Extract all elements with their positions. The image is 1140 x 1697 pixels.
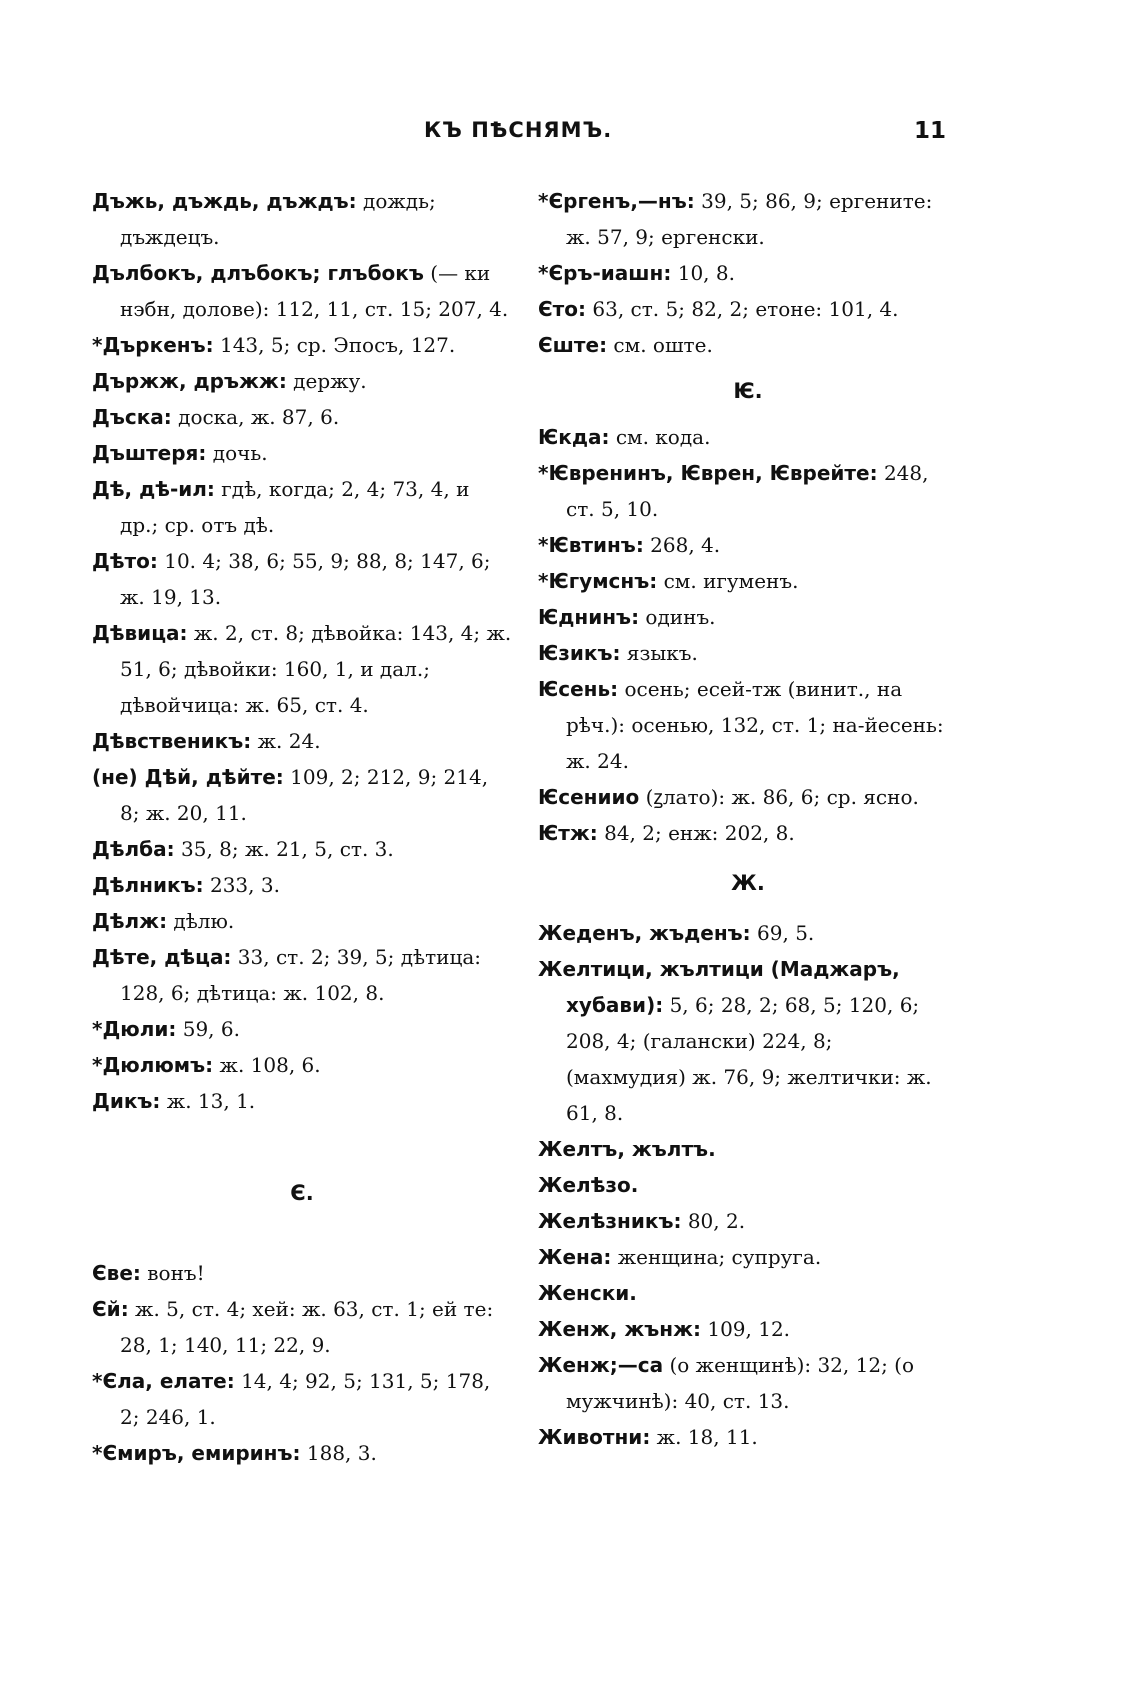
dictionary-entry — [92, 1291, 512, 1363]
entry-headword: Ѥсень: — [538, 677, 619, 701]
left-entries — [92, 183, 512, 1119]
entry-definition: 233, 3. — [203, 873, 280, 897]
entry-definition: ж. 18, 11. — [650, 1425, 758, 1449]
entry-definition: 109, 12. — [700, 1317, 791, 1341]
entry-headword: Єй: — [92, 1297, 129, 1321]
entry-definition: ж. 108, 6. — [213, 1053, 321, 1077]
right-entries-zh — [538, 915, 958, 1455]
entry-headword: Ѥтж: — [538, 821, 598, 845]
right-entries-je — [538, 419, 958, 851]
entry-headword: *Єла, елате: — [92, 1369, 235, 1393]
entry-headword: Дѣлба: — [92, 837, 175, 861]
entry-headword: Дѣвица: — [92, 621, 188, 645]
dictionary-entry — [538, 1347, 958, 1419]
section-heading-zh: Ж. — [731, 871, 765, 895]
entry-headword: Желтици, жълтици (Маджаръ, хубави): — [538, 957, 900, 1017]
entry-headword: Женж, жънж: — [538, 1317, 701, 1341]
entry-headword: Ѥсениио — [538, 785, 640, 809]
dictionary-entry — [92, 903, 512, 939]
left-entries-e — [92, 1255, 512, 1471]
dictionary-entry — [92, 939, 512, 1011]
entry-definition: см. оште. — [607, 333, 713, 357]
section-heading-je: Ѥ. — [733, 379, 763, 403]
dictionary-entry — [538, 527, 958, 563]
entry-headword: Женж;—са — [538, 1353, 664, 1377]
right-column — [538, 183, 958, 1455]
entry-headword: *Дюли: — [92, 1017, 177, 1041]
dictionary-entry — [538, 1167, 958, 1203]
entry-headword: *Єръ-иашн: — [538, 261, 672, 285]
entry-definition: (ꙁлато): ж. 86, 6; ср. ясно. — [639, 785, 919, 809]
dictionary-entry — [538, 951, 958, 1131]
entry-headword: Єто: — [538, 297, 587, 321]
dictionary-entry — [92, 327, 512, 363]
dictionary-entry — [538, 671, 958, 779]
dictionary-entry — [538, 183, 958, 255]
entry-definition: 69, 5. — [750, 921, 815, 945]
running-title: КЪ ПѢСНЯМЪ. — [424, 118, 613, 142]
dictionary-entry — [92, 435, 512, 471]
dictionary-entry — [92, 543, 512, 615]
entry-headword: Дълбокъ, длъбокъ; глъбокъ — [92, 261, 424, 285]
entry-headword: Желтъ, жълтъ. — [538, 1137, 716, 1161]
entry-headword: Дъска: — [92, 405, 172, 429]
entry-definition: гдѣ, когда; 2, 4; 73, 4, и др.; ср. отъ дѣ. — [120, 477, 470, 537]
right-entries — [538, 183, 958, 363]
entry-headword: Дъжь, дъждь, дъждъ: — [92, 189, 357, 213]
page-number: 11 — [914, 118, 947, 144]
entry-headword: Жеденъ, жъденъ: — [538, 921, 751, 945]
entry-definition: ж. 13, 1. — [160, 1089, 256, 1113]
entry-headword: *Дъркенъ: — [92, 333, 214, 357]
entry-headword: *Ѥвренинъ, Ѥврен, Ѥврейте: — [538, 461, 878, 485]
dictionary-entry — [538, 255, 958, 291]
entry-headword: *Ѥвтинъ: — [538, 533, 644, 557]
dictionary-entry — [92, 1363, 512, 1435]
entry-headword: Дикъ: — [92, 1089, 161, 1113]
dictionary-entry — [538, 419, 958, 455]
dictionary-entry — [92, 1047, 512, 1083]
dictionary-entry — [538, 635, 958, 671]
page-header — [0, 118, 1140, 158]
entry-definition: 63, ст. 5; 82, 2; етоне: 101, 4. — [586, 297, 899, 321]
entry-definition: см. кода. — [609, 425, 711, 449]
entry-headword: *Дюлюмъ: — [92, 1053, 214, 1077]
entry-definition: 59, 6. — [176, 1017, 240, 1041]
entry-headword: Желѣзникъ: — [538, 1209, 682, 1233]
entry-definition: 248, ст. 5, 10. — [566, 461, 929, 521]
entry-headword: Дѣлникъ: — [92, 873, 204, 897]
entry-definition: осень; есей-тж (винит., на рѣч.): осенью, 132, ст. 1; на-йесень: ж. 24. — [566, 677, 944, 773]
entry-headword: Дѣте, дѣца: — [92, 945, 232, 969]
entry-definition: 109, 2; 212, 9; 214, 8; ж. 20, 11. — [120, 765, 489, 825]
dictionary-entry — [92, 183, 512, 255]
entry-definition: женщина; супруга. — [611, 1245, 822, 1269]
dictionary-entry — [538, 291, 958, 327]
entry-headword: Дъштеря: — [92, 441, 207, 465]
entry-definition: доска, ж. 87, 6. — [171, 405, 340, 429]
entry-headword: Ѥднинъ: — [538, 605, 640, 629]
dictionary-entry — [92, 867, 512, 903]
dictionary-entry — [538, 815, 958, 851]
entry-definition: 268, 4. — [643, 533, 721, 557]
entry-headword: Желѣзо. — [538, 1173, 639, 1197]
dictionary-entry — [92, 1011, 512, 1047]
dictionary-entry — [538, 563, 958, 599]
entry-definition: языкъ. — [620, 641, 698, 665]
entry-definition: 188, 3. — [300, 1441, 377, 1465]
left-column — [92, 183, 512, 1471]
dictionary-entry — [92, 759, 512, 831]
entry-headword: *Ѥгумснъ: — [538, 569, 658, 593]
entry-definition: держу. — [286, 369, 367, 393]
entry-definition: см. игуменъ. — [657, 569, 799, 593]
entry-definition: (— ки нэбн, долове): 112, 11, ст. 15; 207, 4. — [120, 261, 509, 321]
dictionary-entry — [92, 1435, 512, 1471]
entry-definition: ж. 24. — [251, 729, 321, 753]
entry-definition: 10. 4; 38, 6; 55, 9; 88, 8; 147, 6; ж. 19, 13. — [120, 549, 491, 609]
dictionary-entry — [538, 327, 958, 363]
entry-definition: 10, 8. — [671, 261, 735, 285]
entry-definition: ж. 5, ст. 4; хей: ж. 63, ст. 1; ей те: 28, 1; 140, 11; 22, 9. — [120, 1297, 494, 1357]
entry-headword: Животни: — [538, 1425, 651, 1449]
dictionary-entry — [92, 255, 512, 327]
dictionary-entry — [538, 1239, 958, 1275]
entry-definition: 35, 8; ж. 21, 5, ст. 3. — [174, 837, 394, 861]
entry-headword: *Єргенъ,—нъ: — [538, 189, 695, 213]
entry-definition: 5, 6; 28, 2; 68, 5; 120, 6; 208, 4; (галански) 224, 8; (махмудия) ж. 76, 9; желтички: ж. 61, 8. — [566, 993, 932, 1125]
entry-definition: 80, 2. — [681, 1209, 746, 1233]
entry-headword: *Ємиръ, емиринъ: — [92, 1441, 301, 1465]
entry-headword: Дѣто: — [92, 549, 158, 573]
entry-headword: Дѣ, дѣ-ил: — [92, 477, 215, 501]
dictionary-entry — [92, 1083, 512, 1119]
entry-definition: дождь; дъждецъ. — [120, 189, 436, 249]
entry-definition: одинъ. — [639, 605, 716, 629]
entry-headword: Дѣвственикъ: — [92, 729, 252, 753]
entry-definition: вонъ! — [140, 1261, 205, 1285]
dictionary-entry — [538, 779, 958, 815]
dictionary-entry — [92, 399, 512, 435]
entry-definition: 39, 5; 86, 9; ергените: ж. 57, 9; ергенски. — [566, 189, 933, 249]
dictionary-entry — [538, 455, 958, 527]
entry-headword: (не) Дѣй, дѣйте: — [92, 765, 284, 789]
entry-definition: ж. 2, ст. 8; дѣвойка: 143, 4; ж. 51, 6; дѣвойки: 160, 1, и дал.; дѣвойчица: ж. 65, ст. 4. — [120, 621, 512, 717]
entry-headword: Женски. — [538, 1281, 637, 1305]
entry-definition: дочь. — [206, 441, 268, 465]
entry-definition: 33, ст. 2; 39, 5; дѣтица: 128, 6; дѣтица: ж. 102, 8. — [120, 945, 482, 1005]
entry-headword: Държж, дръжж: — [92, 369, 287, 393]
entry-definition: 143, 5; ср. Эпосъ, 127. — [213, 333, 456, 357]
dictionary-entry — [92, 363, 512, 399]
dictionary-entry — [538, 599, 958, 635]
entry-headword: Єве: — [92, 1261, 141, 1285]
dictionary-entry — [92, 723, 512, 759]
entry-definition: 14, 4; 92, 5; 131, 5; 178, 2; 246, 1. — [120, 1369, 491, 1429]
entry-definition: (о женщинѣ): 32, 12; (о мужчинѣ): 40, ст. 13. — [566, 1353, 915, 1413]
entry-headword: Дѣлж: — [92, 909, 168, 933]
dictionary-entry — [538, 1311, 958, 1347]
entry-headword: Ѥкда: — [538, 425, 610, 449]
dictionary-entry — [538, 1203, 958, 1239]
dictionary-entry — [538, 915, 958, 951]
entry-headword: Єште: — [538, 333, 608, 357]
dictionary-entry — [92, 471, 512, 543]
dictionary-entry — [538, 1419, 958, 1455]
dictionary-entry — [538, 1275, 958, 1311]
dictionary-entry — [92, 1255, 512, 1291]
entry-definition: 84, 2; енж: 202, 8. — [597, 821, 795, 845]
entry-definition: дѣлю. — [167, 909, 235, 933]
dictionary-entry — [92, 831, 512, 867]
entry-headword: Ѥзикъ: — [538, 641, 621, 665]
section-heading-e: Є. — [290, 1181, 314, 1205]
entry-headword: Жена: — [538, 1245, 612, 1269]
dictionary-entry — [538, 1131, 958, 1167]
dictionary-entry — [92, 615, 512, 723]
